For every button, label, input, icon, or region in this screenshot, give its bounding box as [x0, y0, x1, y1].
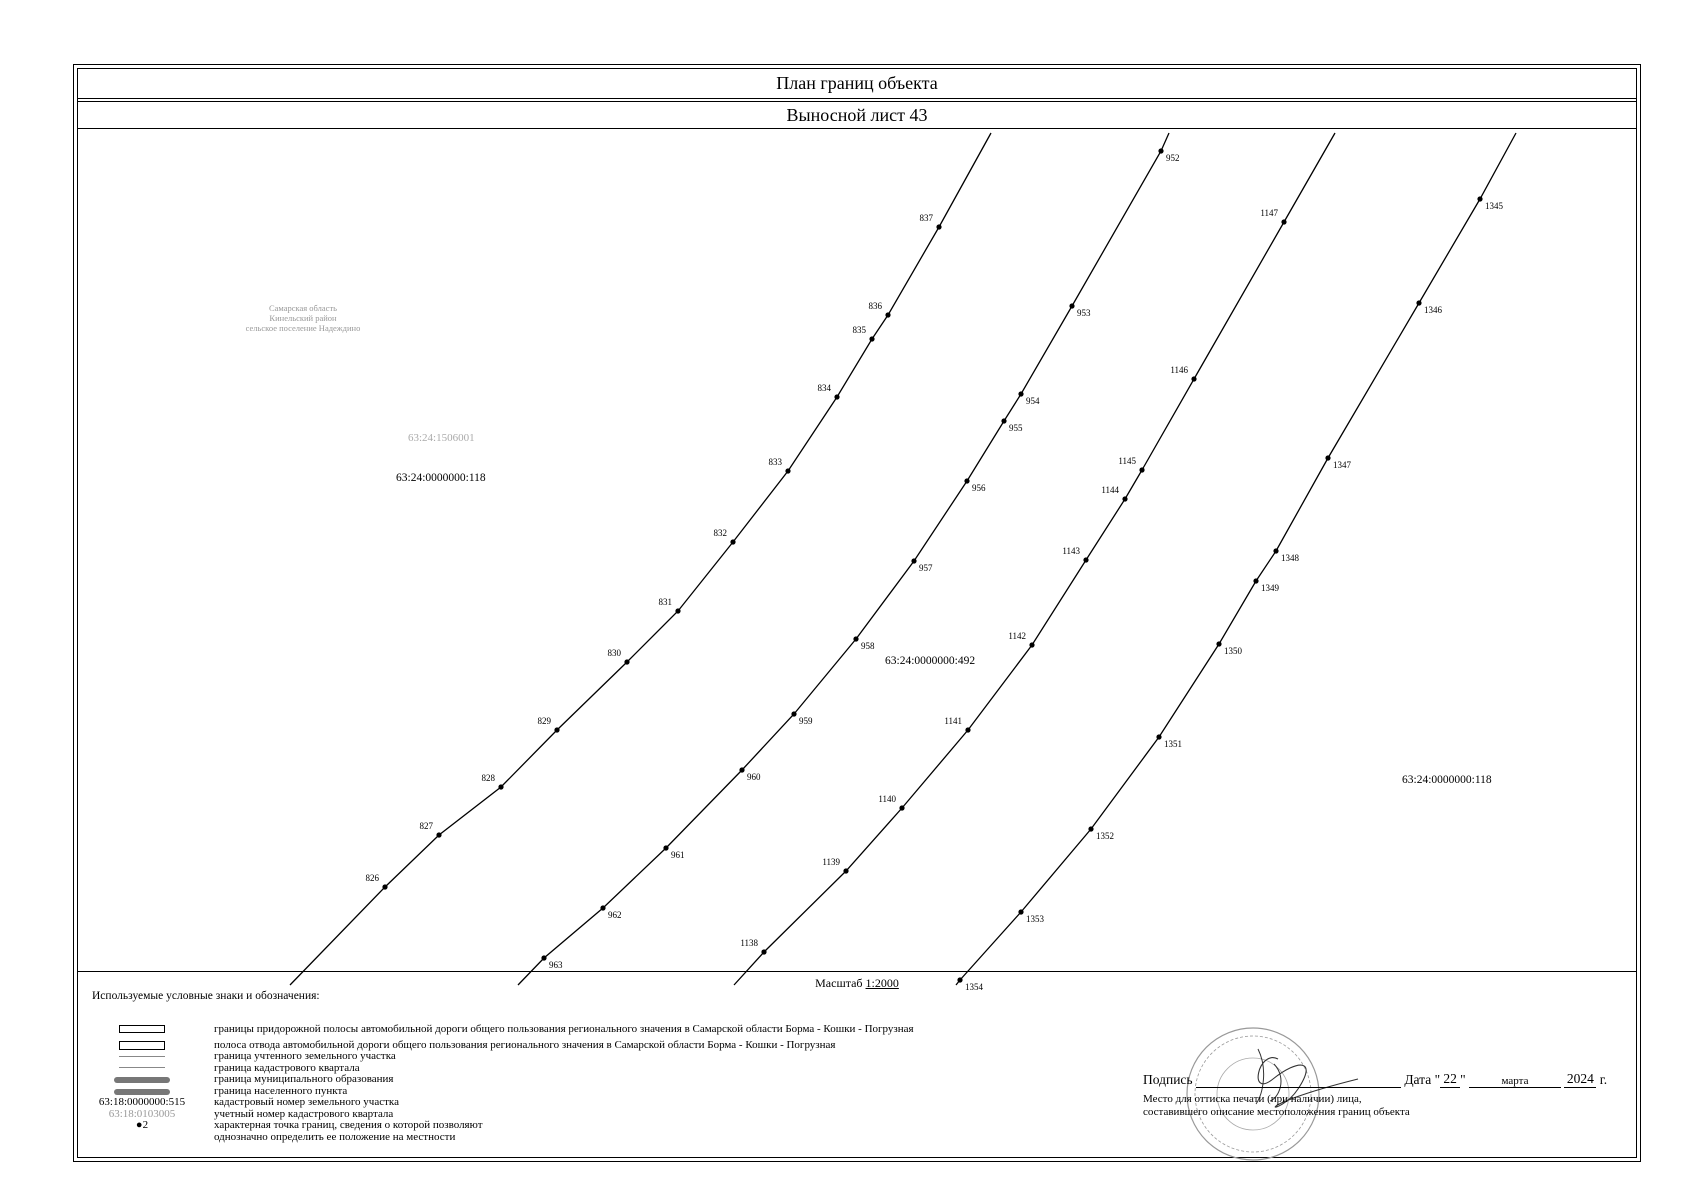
point-label: 835 — [852, 325, 866, 335]
boundary-point — [853, 636, 858, 641]
point-label: 961 — [671, 850, 685, 860]
ghost-line: сельское поселение Надеждино — [245, 323, 361, 333]
scale-label — [78, 976, 1636, 991]
quarter-number-sample: 63:18:0103005 — [108, 1107, 176, 1120]
boundary-point — [1416, 300, 1421, 305]
boundary-point — [761, 949, 766, 954]
signature-line: Подпись Дата " 22 " марта 2024 г. — [1143, 1071, 1608, 1087]
legend-text: однозначно определить ее положение на местности — [214, 1130, 456, 1143]
legend-row — [92, 1024, 992, 1036]
date-label: Дата " — [1404, 1072, 1441, 1087]
boundary-line-a — [290, 133, 991, 985]
point-label: 956 — [972, 483, 986, 493]
point-label: 1353 — [1026, 914, 1044, 924]
point-label: 831 — [658, 597, 672, 607]
boundary-point — [1001, 418, 1006, 423]
boundary-point — [899, 805, 904, 810]
point-label: 1345 — [1485, 201, 1503, 211]
point-label: 1348 — [1281, 553, 1299, 563]
point-label: 960 — [747, 772, 761, 782]
point-label: 1146 — [1170, 365, 1188, 375]
roadside-strip-symbol — [119, 1025, 165, 1033]
point-label: 837 — [919, 213, 933, 223]
boundary-point — [1139, 467, 1144, 472]
boundary-point — [1156, 734, 1161, 739]
point-label: 1139 — [822, 857, 840, 867]
parcel-cadastral-label: 63:24:0000000:118 — [1402, 774, 1492, 786]
boundary-point — [541, 955, 546, 960]
boundary-point — [730, 539, 735, 544]
point-label: 833 — [768, 457, 782, 467]
boundary-point — [739, 767, 744, 772]
plan-frame — [77, 68, 1637, 1158]
point-label: 832 — [713, 528, 727, 538]
boundary-point — [1216, 641, 1221, 646]
page-title: План границ объекта — [78, 69, 1636, 99]
boundary-point — [624, 659, 629, 664]
legend-row — [92, 1097, 992, 1109]
point-label: 1144 — [1101, 485, 1119, 495]
boundary-point — [869, 336, 874, 341]
legend — [92, 1024, 992, 1143]
sheet-subtitle: Выносной лист 43 — [78, 101, 1636, 129]
boundary-point — [663, 845, 668, 850]
point-label: 1140 — [878, 794, 896, 804]
boundary-point — [885, 312, 890, 317]
legend-text: граница муниципального образования — [214, 1073, 394, 1085]
scale-value: 1:2000 — [865, 976, 899, 990]
ghost-line: Самарская область — [268, 303, 338, 313]
signature-field — [1196, 1071, 1401, 1088]
point-sample — [92, 1120, 192, 1132]
legend-text: кадастровый номер земельного участка — [214, 1096, 399, 1108]
point-label: 836 — [868, 301, 882, 311]
legend-text: характерная точка границ, сведения о которой позволяют — [214, 1119, 483, 1131]
point-label: 1347 — [1333, 460, 1351, 470]
boundary-point — [600, 905, 605, 910]
parcel-cadastral-label: 63:24:0000000:492 — [885, 655, 976, 667]
legend-text: граница учтенного земельного участка — [214, 1050, 396, 1062]
cadastral-number-sample: 63:18:0000000:515 — [98, 1096, 186, 1108]
boundary-point — [936, 224, 941, 229]
boundary-point — [1069, 303, 1074, 308]
legend-text: граница кадастрового квартала — [214, 1061, 360, 1074]
boundary-point — [554, 727, 559, 732]
boundary-point — [1029, 642, 1034, 647]
boundary-point — [791, 711, 796, 716]
boundary-point — [834, 394, 839, 399]
legend-text: границы придорожной полосы автомобильной дороги общего пользования регионального значения в Самарской области Борма - Кошки - Погрузная — [214, 1023, 914, 1035]
point-label: 829 — [537, 716, 551, 726]
point-label: 827 — [419, 821, 433, 831]
point-label: 1352 — [1096, 831, 1114, 841]
signature-label: Подпись — [1143, 1072, 1193, 1087]
legend-title: Используемые условные знаки и обозначения: — [92, 990, 320, 1002]
point-label: 955 — [1009, 423, 1023, 433]
boundary-point — [1018, 909, 1023, 914]
point-sample-number: 2 — [142, 1119, 149, 1131]
quarter-boundary-symbol — [119, 1067, 165, 1068]
municipality-boundary-symbol — [114, 1077, 170, 1083]
point-label: 1351 — [1164, 739, 1182, 749]
boundary-point — [964, 478, 969, 483]
parcel-boundary-symbol — [119, 1056, 165, 1057]
point-label: 1145 — [1118, 456, 1136, 466]
parcel-cadastral-label: 63:24:0000000:118 — [396, 472, 486, 484]
legend-text: полоса отвода автомобильной дороги общего пользования регионального значения в Самарской области Борма - Кошки - Погрузная — [214, 1038, 836, 1051]
boundary-point — [1273, 548, 1278, 553]
boundary-point — [1018, 391, 1023, 396]
boundary-point — [1088, 826, 1093, 831]
point-label: 959 — [799, 716, 813, 726]
stamp-note-line: Место для оттиска печати (при наличии) лица, — [1143, 1093, 1362, 1105]
date-suffix: г. — [1599, 1072, 1608, 1087]
stamp-note — [1143, 1093, 1410, 1119]
quarter-ghost-label: 63:24:1506001 — [408, 432, 475, 444]
point-label: 952 — [1166, 153, 1180, 163]
boundary-point — [1191, 376, 1196, 381]
boundary-point — [1158, 148, 1163, 153]
point-label: 1143 — [1062, 546, 1080, 556]
point-label: 962 — [608, 910, 622, 920]
boundary-point — [1083, 557, 1088, 562]
point-label: 1350 — [1224, 646, 1242, 656]
boundary-point — [1253, 578, 1258, 583]
point-label: 963 — [549, 960, 563, 970]
point-label: 957 — [919, 563, 933, 573]
legend-row — [92, 1074, 992, 1086]
point-label: 826 — [365, 873, 379, 883]
boundary-point — [1325, 455, 1330, 460]
boundary-point — [1281, 219, 1286, 224]
legend-row — [92, 1120, 992, 1132]
stamp-note-line: составившего описание местоположения границ объекта — [1143, 1106, 1410, 1118]
boundary-point — [911, 558, 916, 563]
point-label: 830 — [607, 648, 621, 658]
boundary-point — [785, 468, 790, 473]
boundary-point — [843, 868, 848, 873]
point-label: 1354 — [965, 982, 983, 992]
point-label: 1349 — [1261, 583, 1279, 593]
boundary-point — [382, 884, 387, 889]
date-year: 2024 — [1564, 1071, 1596, 1088]
boundary-point — [498, 784, 503, 789]
boundary-point — [1477, 196, 1482, 201]
right-of-way-symbol — [119, 1041, 165, 1050]
legend-row — [92, 1051, 992, 1063]
point-label: 834 — [817, 383, 831, 393]
date-month: марта — [1469, 1075, 1561, 1088]
boundary-line-b — [518, 133, 1169, 985]
point-label: 954 — [1026, 396, 1040, 406]
point-label: 958 — [861, 641, 875, 651]
legend-text: учетный номер кадастрового квартала — [214, 1107, 394, 1120]
point-label: 1138 — [740, 938, 758, 948]
legend-row — [92, 1132, 992, 1144]
point-dot-icon: ● — [135, 1119, 143, 1131]
settlement-boundary-symbol — [114, 1089, 170, 1095]
point-label: 1346 — [1424, 305, 1442, 315]
legend-text: граница населенного пункта — [214, 1084, 348, 1097]
plan-sheet — [73, 64, 1641, 1162]
scale-prefix: Масштаб — [815, 976, 866, 990]
point-label: 1141 — [944, 716, 962, 726]
point-label: 953 — [1077, 308, 1091, 318]
point-label: 1142 — [1008, 631, 1026, 641]
boundary-point — [1122, 496, 1127, 501]
boundary-point — [436, 832, 441, 837]
point-label: 828 — [481, 773, 495, 783]
boundary-point — [965, 727, 970, 732]
date-day: 22 — [1440, 1071, 1460, 1088]
point-label: 1147 — [1260, 208, 1278, 218]
boundary-point — [675, 608, 680, 613]
ghost-line: Кинельский район — [269, 313, 337, 323]
boundary-line-d — [956, 133, 1516, 985]
